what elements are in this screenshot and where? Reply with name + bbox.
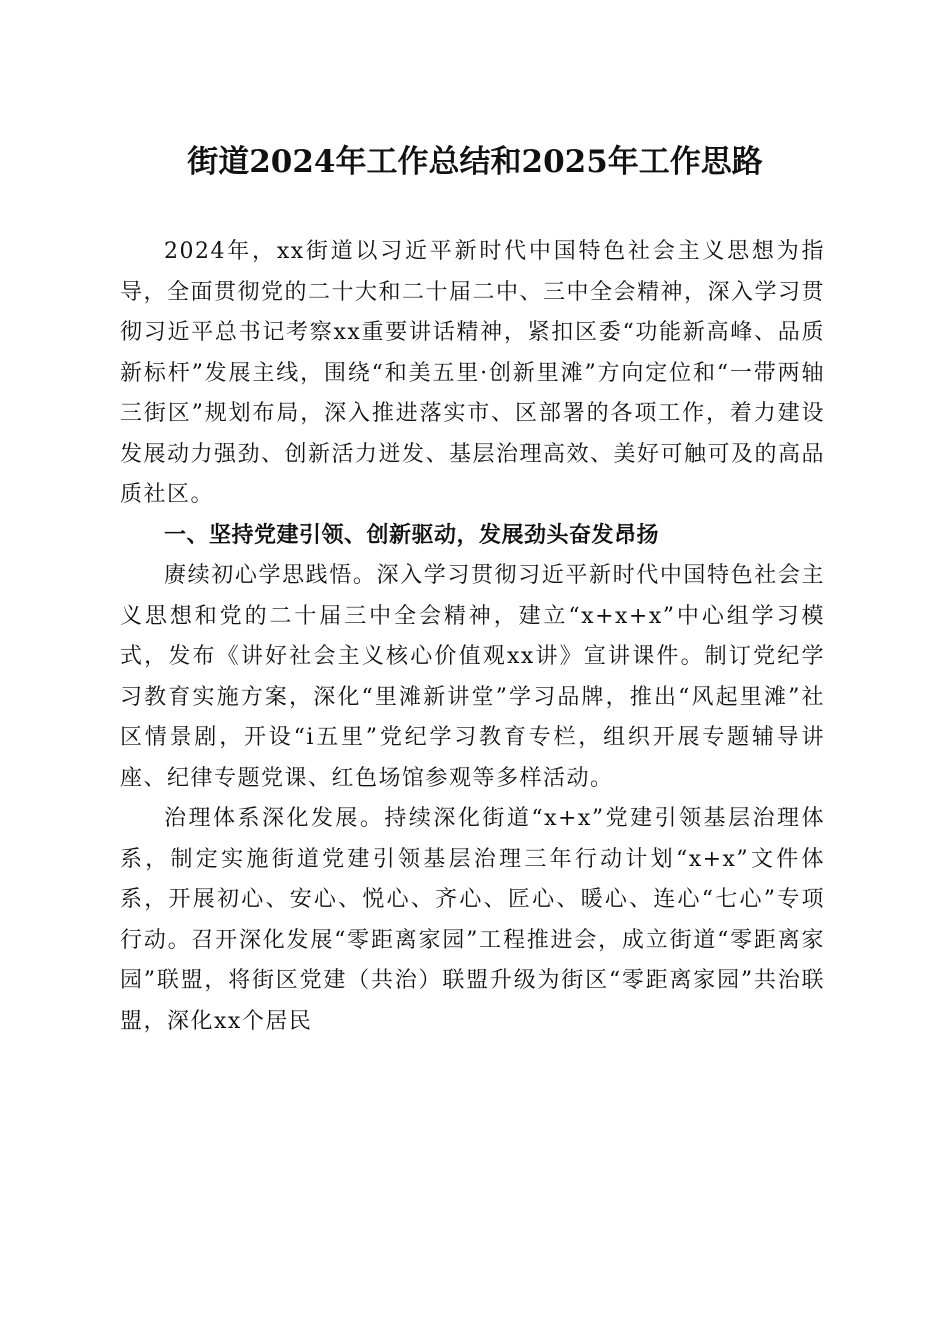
body-paragraph: 治理体系深化发展。持续深化街道“x+x”党建引领基层治理体系，制定实施街道党建引领基层治理三年行动计划“x+x”文件体系，开展初心、安心、悦心、齐心、匠心、暖心、连心“七心”专项行动。召开深化发展“零距离家园”工程推进会，成立街道“零距离家园”联盟，将街区党建（共治）联盟升级为街区“零距离家园”共治联盟，深化xx个居民: [120, 806, 825, 1034]
body-paragraph: 赓续初心学思践悟。深入学习贯彻习近平新时代中国特色社会主义思想和党的二十届三中全会精神，建立“x+x+x”中心组学习模式，发布《讲好社会主义核心价值观xx讲》宣讲课件。制订党纪学习教育实施方案，深化“里滩新讲堂”学习品牌，推出“风起里滩”社区情景剧，开设“i五里”党纪学习教育专栏，组织开展专题辅导讲座、纪律专题党课、红色场馆参观等多样活动。: [120, 563, 825, 791]
section-heading: 一、坚持党建引领、创新驱动，发展劲头奋发昂扬: [164, 522, 660, 548]
document-title: 街道2024年工作总结和2025年工作思路: [187, 144, 763, 180]
document-body: [120, 232, 825, 1042]
intro-paragraph: 2024年，xx街道以习近平新时代中国特色社会主义思想为指导，全面贯彻党的二十大和二十届二中、三中全会精神，深入学习贯彻习近平总书记考察xx重要讲话精神，紧扣区委“功能新高峰、品质新标杆”发展主线，围绕“和美五里·创新里滩”方向定位和“一带两轴三街区”规划布局，深入推进落实市、区部署的各项工作，着力建设发展动力强劲、创新活力迸发、基层治理高效、美好可触可及的高品质社区。: [120, 239, 826, 507]
